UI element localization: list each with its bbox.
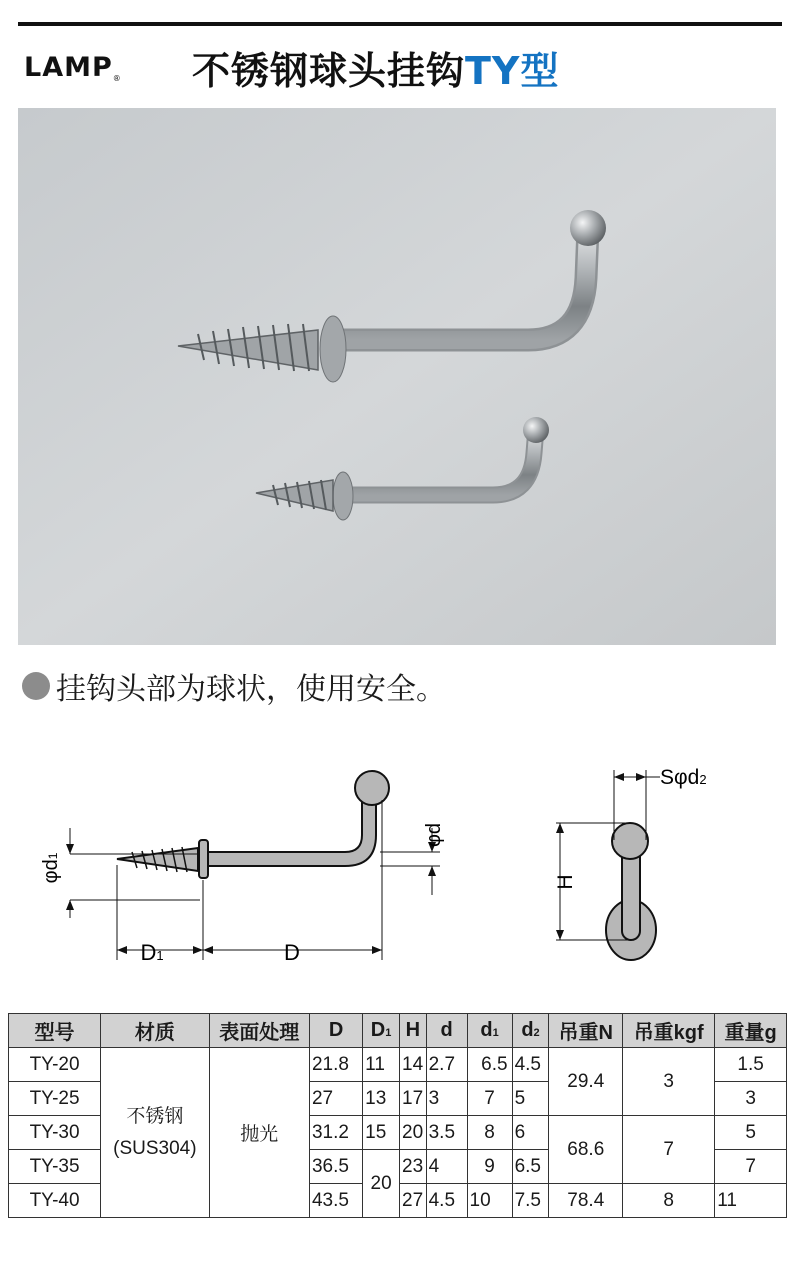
cell-model: TY-35: [9, 1150, 101, 1184]
cell-model: TY-30: [9, 1116, 101, 1150]
header-d2: d2: [512, 1014, 549, 1048]
cell-model: TY-25: [9, 1082, 101, 1116]
cell-d2: 6: [512, 1116, 549, 1150]
cell-d2: 4.5: [512, 1048, 549, 1082]
header-material: 材质: [101, 1014, 210, 1048]
logo-text: LAMP: [24, 52, 113, 83]
header-D: D: [309, 1014, 362, 1048]
cell-model: TY-40: [9, 1184, 101, 1218]
cell-H: 23: [400, 1150, 427, 1184]
table-header-row: [9, 1014, 787, 1048]
cell-weight: 7: [715, 1150, 787, 1184]
cell-load-n: 29.4: [549, 1048, 623, 1116]
cell-d2: 7.5: [512, 1184, 549, 1218]
header-load-n: 吊重N: [549, 1014, 623, 1048]
header-rule: [18, 22, 782, 26]
cell-D1: 11: [363, 1048, 400, 1082]
feature-text: 挂钩头部为球状，使用安全。: [56, 672, 446, 707]
cell-load-kgf: 3: [623, 1048, 715, 1116]
cell-weight: 11: [715, 1184, 787, 1218]
label-phi-d: φd: [423, 822, 445, 848]
cell-d1: 6.5: [467, 1048, 512, 1082]
bullet-icon: [22, 672, 50, 700]
header-d: d: [426, 1014, 467, 1048]
cell-D: 27: [309, 1082, 362, 1116]
cell-H: 27: [400, 1184, 427, 1218]
brand-logo: [24, 52, 122, 83]
cell-D1: 15: [363, 1116, 400, 1150]
cell-d1: 10: [467, 1184, 512, 1218]
header-finish: 表面处理: [209, 1014, 309, 1048]
table-row: [9, 1048, 787, 1082]
cell-finish: 抛光: [209, 1048, 309, 1218]
cell-d: 4.5: [426, 1184, 467, 1218]
side-view: [40, 771, 445, 965]
title-model: TY型: [465, 49, 560, 93]
cell-d: 3: [426, 1082, 467, 1116]
title-text: 不锈钢球头挂钩: [192, 49, 466, 93]
cell-D: 43.5: [309, 1184, 362, 1218]
cell-H: 17: [400, 1082, 427, 1116]
cell-H: 20: [400, 1116, 427, 1150]
cell-d1: 8: [467, 1116, 512, 1150]
header-D1: D1: [363, 1014, 400, 1048]
cell-weight: 5: [715, 1116, 787, 1150]
cell-H: 14: [400, 1048, 427, 1082]
cell-model: TY-20: [9, 1048, 101, 1082]
cell-D1: 13: [363, 1082, 400, 1116]
cell-d: 4: [426, 1150, 467, 1184]
cell-d1: 9: [467, 1150, 512, 1184]
cell-load-kgf: 7: [623, 1116, 715, 1184]
cell-d: 3.5: [426, 1116, 467, 1150]
cell-load-kgf: 8: [623, 1184, 715, 1218]
header-d1: d1: [467, 1014, 512, 1048]
product-photo: [18, 108, 776, 645]
header-model: 型号: [9, 1014, 101, 1048]
cell-weight: 3: [715, 1082, 787, 1116]
header-weight: 重量g: [715, 1014, 787, 1048]
cell-D: 36.5: [309, 1150, 362, 1184]
feature-bullet: [22, 664, 446, 708]
label-D1: D1: [140, 940, 164, 965]
cell-weight: 1.5: [715, 1048, 787, 1082]
page-title: [192, 40, 559, 95]
header-load-kgf: 吊重kgf: [623, 1014, 715, 1048]
cell-d2: 5: [512, 1082, 549, 1116]
cell-load-n: 68.6: [549, 1116, 623, 1184]
cell-load-n: 78.4: [549, 1184, 623, 1218]
technical-drawing: [0, 740, 800, 1000]
label-H: H: [554, 874, 577, 890]
header-H: H: [400, 1014, 427, 1048]
cell-d2: 6.5: [512, 1150, 549, 1184]
label-S-phi-d2: Sφd2: [660, 766, 707, 789]
label-phi-d1: φd1: [40, 852, 62, 884]
spec-table: [8, 1013, 787, 1218]
registered-mark: ®: [112, 74, 122, 83]
cell-d: 2.7: [426, 1048, 467, 1082]
cell-D: 31.2: [309, 1116, 362, 1150]
cell-D1: 20: [363, 1150, 400, 1218]
front-view: [554, 766, 707, 960]
cell-d1: 7: [467, 1082, 512, 1116]
label-D: D: [284, 940, 300, 965]
cell-material: 不锈钢 (SUS304): [101, 1048, 210, 1218]
cell-D: 21.8: [309, 1048, 362, 1082]
